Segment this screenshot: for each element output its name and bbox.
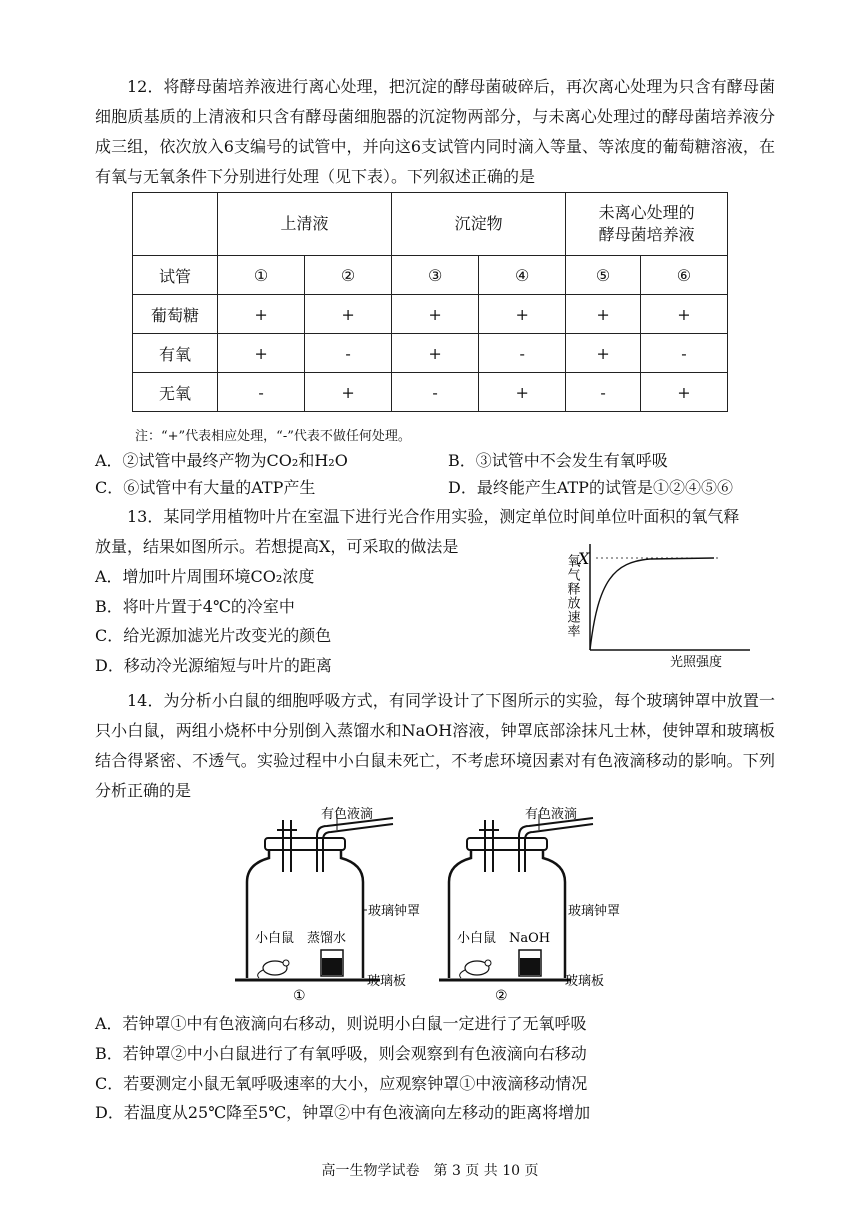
table-cell: + [305, 295, 392, 334]
table-cell: + [566, 334, 641, 373]
q13-option-a: A．增加叶片周围环境CO₂浓度 [95, 567, 315, 586]
liquid-label-2: NaOH [509, 931, 551, 946]
mouse-label-2: 小白鼠 [457, 931, 497, 946]
table-cell: - [392, 373, 479, 412]
table-cell: ④ [479, 256, 566, 295]
table-cell: ③ [392, 256, 479, 295]
table-cell: + [218, 295, 305, 334]
table-row [133, 295, 728, 334]
q13-stem-line1: 13．某同学用植物叶片在室温下进行光合作用实验，测定单位时间单位叶面积的氧气释 [127, 507, 740, 526]
table-cell: - [566, 373, 641, 412]
table-corner-cell [133, 193, 218, 256]
bell-label-2: 玻璃钟罩 [568, 904, 621, 919]
q12-option-c: C．⑥试管中有大量的ATP产生 [95, 478, 316, 497]
figure-number-2: ② [495, 988, 508, 1004]
table-cell: + [392, 334, 479, 373]
drop-label-2: 有色液滴 [525, 807, 578, 822]
page-footer: 高一生物学试卷 第 3 页 共 10 页 [321, 1163, 539, 1179]
q14-stem: 14．为分析小白鼠的细胞呼吸方式，有同学设计了下图所示的实验，每个玻璃钟罩中放置一只小白鼠，两组小烧杯中分别倒入蒸馏水和NaOH溶液，钟罩底部涂抹凡士林，使钟罩和玻璃板结合得紧密、不透气。实验过程中小白鼠未死亡，不考虑环境因素对有色液滴移动的影响。下列分析正确的是 [95, 691, 775, 800]
bell-jar-2 [439, 814, 593, 980]
mouse-label-1: 小白鼠 [255, 931, 295, 946]
q13-stem-line2: 放量，结果如图所示。若想提高X，可采取的做法是 [95, 537, 459, 556]
plate-label-2: 玻璃板 [565, 974, 605, 989]
stopper-1 [265, 838, 345, 850]
header-uncentrifuged-line1: 未离心处理的 [598, 203, 695, 222]
q13-option-d: D．移动冷光源缩短与叶片的距离 [95, 656, 332, 675]
liquid-label-1: 蒸馏水 [307, 931, 347, 946]
plate-label-1: 玻璃板 [367, 974, 407, 989]
q14-option-c: C．若要测定小鼠无氧呼吸速率的大小，应观察钟罩①中液滴移动情况 [95, 1074, 588, 1093]
q14-option-a: A．若钟罩①中有色液滴向右移动，则说明小白鼠一定进行了无氧呼吸 [95, 1014, 587, 1033]
table-row [133, 256, 728, 295]
figure-number-1: ① [293, 988, 306, 1004]
mouse-1 [258, 960, 289, 978]
table-cell: - [218, 373, 305, 412]
stopper-2 [467, 838, 547, 850]
oxygen-rate-curve [590, 558, 714, 650]
header-uncentrifuged [566, 193, 728, 256]
table-cell: + [392, 295, 479, 334]
q12-option-b: B．③试管中不会发生有氧呼吸 [448, 451, 668, 470]
table-cell: - [479, 334, 566, 373]
x-axis-label: 光照强度 [670, 655, 723, 670]
row-label: 无氧 [133, 373, 218, 412]
row-label: 有氧 [133, 334, 218, 373]
row-label: 试管 [133, 256, 218, 295]
table-cell: + [305, 373, 392, 412]
table-cell: + [479, 295, 566, 334]
q14-figure [225, 802, 625, 1007]
bell-jar-1 [235, 814, 393, 980]
q12-stem: 12．将酵母菌培养液进行离心处理，把沉淀的酵母菌破碎后，再次离心处理为只含有酵母菌细胞质基质的上清液和只含有酵母菌细胞器的沉淀物两部分，与未离心处理过的酵母菌培养液分成三组，依次放入6支编号的试管中，并向这6支试管内同时滴入等量、等浓度的葡萄糖溶液，在有氧与无氧条件下分别进行处理（见下表）。下列叙述正确的是 [95, 77, 775, 186]
header-supernatant: 上清液 [218, 193, 392, 256]
table-cell: + [479, 373, 566, 412]
table-cell: + [640, 373, 727, 412]
table-cell: + [218, 334, 305, 373]
header-uncentrifuged-line2: 酵母菌培养液 [598, 225, 695, 244]
table-note: 注：“+”代表相应处理，“-”代表不做任何处理。 [135, 429, 411, 444]
q13-option-c: C．给光源加滤光片改变光的颜色 [95, 626, 332, 645]
mouse-2 [460, 960, 491, 978]
table-cell: ① [218, 256, 305, 295]
drop-label-1: 有色液滴 [321, 807, 374, 822]
table-cell: + [566, 295, 641, 334]
y-axis-label: 氧气释放速率 [564, 554, 580, 638]
row-label: 葡萄糖 [133, 295, 218, 334]
table-row [133, 334, 728, 373]
table-cell: + [640, 295, 727, 334]
x-mark-label: X [578, 549, 590, 568]
q14-option-d: D．若温度从25℃降至5℃，钟罩②中有色液滴向左移动的距离将增加 [95, 1103, 591, 1122]
q14-option-b: B．若钟罩②中小白鼠进行了有氧呼吸，则会观察到有色液滴向右移动 [95, 1044, 587, 1063]
table-row [133, 373, 728, 412]
table-cell: ② [305, 256, 392, 295]
q13-option-b: B．将叶片置于4℃的冷室中 [95, 597, 295, 616]
table-cell: ⑥ [640, 256, 727, 295]
header-sediment: 沉淀物 [392, 193, 566, 256]
table-cell: - [640, 334, 727, 373]
q13-graph [540, 540, 770, 676]
table-cell: - [305, 334, 392, 373]
q12-table [132, 192, 728, 412]
bell-label-1: 玻璃钟罩 [368, 904, 421, 919]
q12-option-a: A．②试管中最终产物为CO₂和H₂O [95, 451, 348, 470]
q12-option-d: D．最终能产生ATP的试管是①②④⑤⑥ [448, 478, 733, 497]
table-cell: ⑤ [566, 256, 641, 295]
